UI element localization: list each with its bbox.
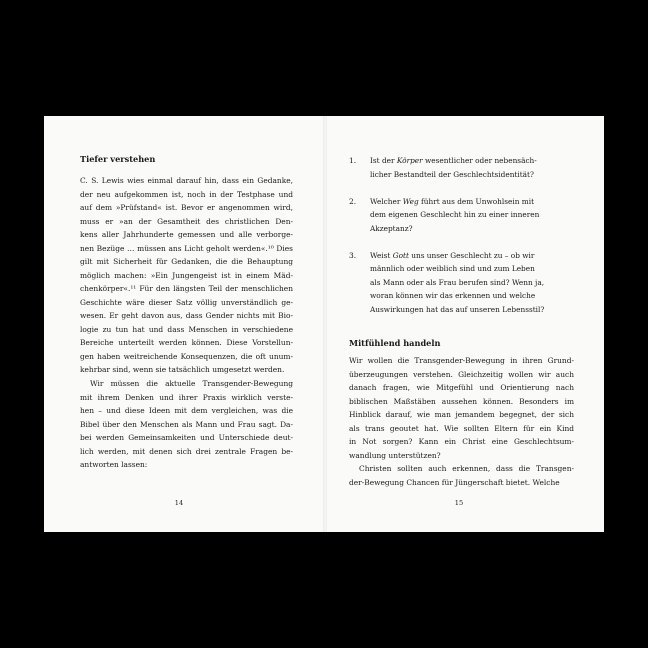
text-run: als Mann oder als Frau berufen sind? Wenn ja,: [370, 277, 545, 287]
text-run: Auswirkungen hat das auf unseren Lebensstil?: [370, 304, 545, 314]
text-line: der-Bewegung Chancen für Jüngerschaft bietet. Welche: [349, 477, 560, 487]
question-item: [349, 154, 571, 181]
question-line: [370, 249, 571, 263]
question-line: [370, 289, 571, 303]
question-line: [370, 154, 571, 168]
text-line: gilt mit Sicherheit für Gedanken, die die Behauptung: [80, 257, 293, 266]
question-line: [370, 276, 571, 290]
book-spread: [44, 116, 604, 532]
question-item: [349, 195, 571, 236]
emphasis-word: Gott: [392, 250, 409, 260]
text-line: C. S. Lewis wies einmal darauf hin, dass ein Gedanke,: [80, 176, 293, 185]
text-line: logie zu tun hat und dass Menschen in verschiedene: [80, 324, 293, 334]
text-line: kehrbar sind, wenn sie tatsächlich umgesetzt werden.: [80, 365, 285, 374]
text-line: überzeugungen verstehen. Gleichzeitig wollen wir auch: [349, 369, 574, 379]
text-run: Welcher: [370, 196, 403, 206]
text-line: wandlung unterstützen?: [349, 450, 441, 460]
section-heading-tiefer-verstehen: Tiefer verstehen: [80, 154, 156, 164]
question-number: 2.: [349, 196, 357, 206]
text-run: wesentlicher oder nebensäch-: [422, 156, 537, 165]
question-line: [370, 222, 571, 236]
text-line: nen Bezüge … müssen ans Licht geholt werden«.¹⁰ Dies: [80, 243, 293, 253]
text-line: Wir wollen die Transgender-Bewegung in ihren Grund-: [349, 356, 574, 365]
text-line: als trans geoutet hat. Wie sollten Eltern für ein Kind: [349, 423, 574, 433]
emphasis-word: Körper: [396, 156, 423, 165]
text-run: Akzeptanz?: [370, 223, 413, 233]
text-run: woran können wir das erkennen und welche: [370, 291, 536, 300]
text-run: Ist der: [370, 156, 397, 165]
page-number-right: 15: [454, 499, 464, 507]
question-number: 3.: [349, 250, 357, 260]
question-line: [370, 168, 571, 182]
text-run: führt aus dem Unwohlsein mit: [418, 196, 535, 206]
text-line: antworten lassen:: [80, 460, 148, 469]
text-line: der neu aufgekommen ist, noch in der Testphase und: [80, 189, 293, 199]
text-line: auf dem »Prüfstand« ist. Bevor er angenommen wird,: [80, 203, 293, 212]
text-line: Hinblick darauf, wie man jemandem begegnet, der sich: [349, 410, 574, 419]
question-text: [370, 195, 571, 236]
right-paragraph-2: [349, 462, 574, 489]
text-run: licher Bestandteil der Geschlechtsidentität?: [370, 169, 534, 179]
emphasis-word: Weg: [402, 196, 419, 206]
section-heading-mitfuehlend-handeln: Mitfühlend handeln: [349, 338, 441, 348]
text-line: Bibel über den Menschen als Mann und Frau sagt. Da-: [80, 419, 293, 429]
text-line: danach fragen, wie Mitgefühl und Orientierung nach: [349, 383, 574, 392]
text-line: mit ihrem Denken und ihrer Praxis wirklich verste-: [80, 392, 293, 402]
question-line: [370, 262, 571, 276]
left-paragraph-2: [80, 377, 293, 472]
text-run: Weist: [370, 250, 393, 260]
text-line: chenkörper«.¹¹ Für den längsten Teil der menschlichen: [80, 284, 293, 293]
question-number: 1.: [349, 156, 357, 165]
text-line: lich werden, mit denen sich drei zentrale Fragen be-: [80, 446, 293, 456]
text-line: möglich machen: »Ein Jungengeist ist in einem Mäd-: [80, 270, 293, 280]
text-line: hen – und diese Ideen mit dem vergleichen, was die: [80, 406, 293, 415]
page-number-left: 14: [174, 499, 184, 507]
text-line: Wir müssen die aktuelle Transgender-Bewegung: [90, 379, 293, 388]
text-run: uns unser Geschlecht zu – ob wir: [408, 250, 535, 260]
text-run: dem eigenen Geschlecht hin zu einer inneren: [370, 210, 540, 219]
question-item: [349, 249, 571, 317]
right-paragraph-1: [349, 354, 574, 462]
text-line: Geschichte wäre dieser Satz völlig unverständlich ge-: [80, 297, 293, 307]
text-line: Christen sollten auch erkennen, dass die Transgen-: [359, 464, 574, 473]
text-line: gen haben weitreichende Konsequenzen, die oft unum-: [80, 351, 293, 361]
text-line: biblischen Maßstäben aussehen können. Besonders im: [349, 396, 574, 406]
right-page: [325, 116, 604, 532]
question-line: [370, 195, 571, 209]
text-line: wesen. Er geht davon aus, dass Gender nichts mit Bio-: [80, 311, 293, 320]
text-line: muss er »an der Gesamtheit des christlichen Den-: [80, 216, 293, 226]
left-page: [44, 116, 325, 532]
question-list: [349, 154, 571, 330]
text-line: Bereiche unterteilt werden können. Diese Vorstellun-: [80, 338, 293, 347]
text-line: kens aller Jahrhunderte gemessen und alle verborge-: [80, 230, 293, 239]
text-line: in Not sorgen? Kann ein Christ eine Geschlechtsum-: [349, 437, 574, 446]
question-text: [370, 249, 571, 317]
question-line: [370, 303, 571, 317]
text-line: bei werden Gemeinsamkeiten und Unterschiede deut-: [80, 433, 293, 442]
left-paragraph-1: [80, 174, 293, 377]
text-run: männlich oder weiblich sind und zum Leben: [370, 264, 535, 273]
question-line: [370, 208, 571, 222]
question-text: [370, 154, 571, 181]
